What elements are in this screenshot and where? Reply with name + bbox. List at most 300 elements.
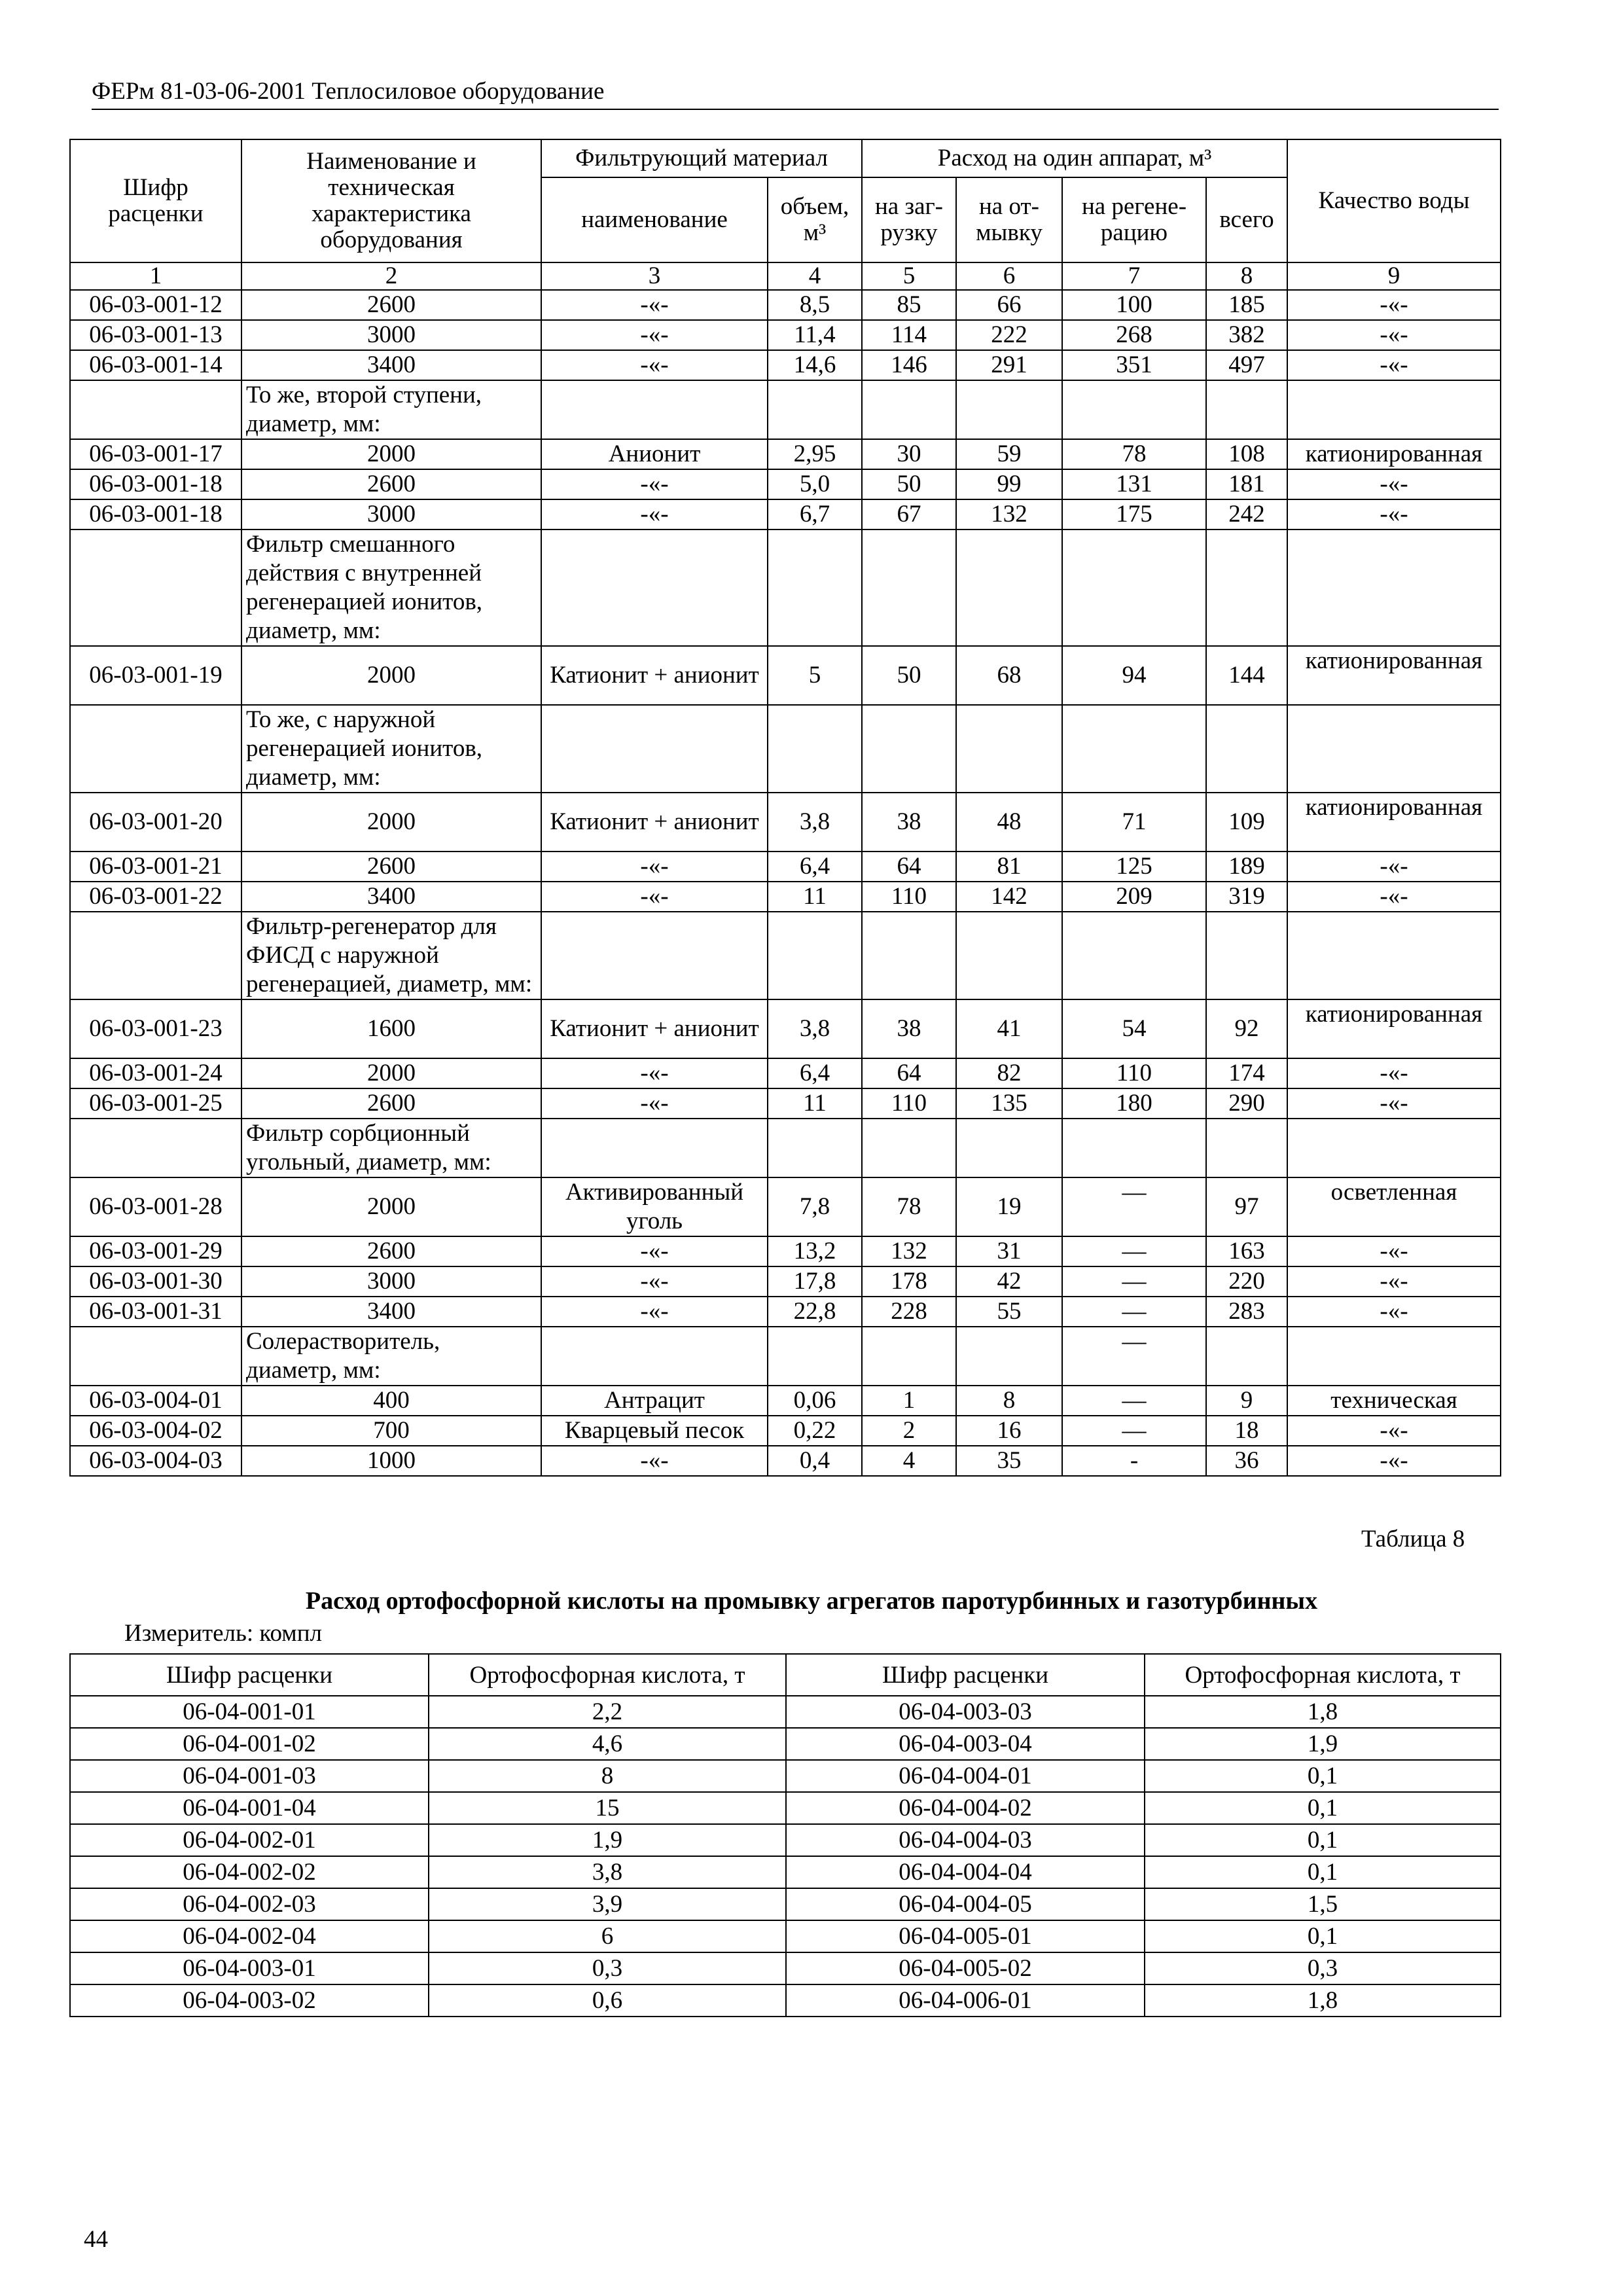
empty-cell bbox=[768, 705, 862, 793]
table-cell: 35 bbox=[956, 1446, 1062, 1476]
table-cell: 290 bbox=[1206, 1088, 1287, 1119]
column-number: 5 bbox=[862, 262, 956, 290]
table-cell: 142 bbox=[956, 882, 1062, 912]
header-quality: Качество воды bbox=[1287, 139, 1501, 262]
table-cell: 175 bbox=[1062, 499, 1206, 529]
column-number: 4 bbox=[768, 262, 862, 290]
table-cell: 78 bbox=[1062, 439, 1206, 469]
table-cell: 99 bbox=[956, 469, 1062, 499]
table8-row bbox=[70, 1984, 1501, 2017]
table-cell: 17,8 bbox=[768, 1266, 862, 1297]
table-cell: — bbox=[1062, 1236, 1206, 1266]
table-cell: 22,8 bbox=[768, 1297, 862, 1327]
table-cell: 06-03-001-31 bbox=[70, 1297, 241, 1327]
table-cell: 131 bbox=[1062, 469, 1206, 499]
table-cell: 06-03-001-17 bbox=[70, 439, 241, 469]
empty-cell bbox=[956, 705, 1062, 793]
table-cell: 55 bbox=[956, 1297, 1062, 1327]
table-cell: 2000 bbox=[241, 646, 541, 705]
table-cell: 6,4 bbox=[768, 1058, 862, 1088]
table-cell: 268 bbox=[1062, 320, 1206, 350]
table8-cell: 1,8 bbox=[1145, 1696, 1501, 1728]
table-cell: 135 bbox=[956, 1088, 1062, 1119]
table8-cell: 06-04-003-03 bbox=[786, 1696, 1145, 1728]
column-number: 1 bbox=[70, 262, 241, 290]
table-cell: — bbox=[1062, 1297, 1206, 1327]
table-cell: 3000 bbox=[241, 1266, 541, 1297]
table-cell: 06-03-001-19 bbox=[70, 646, 241, 705]
table-cell: -«- bbox=[541, 320, 768, 350]
table-cell: катионированная bbox=[1287, 646, 1501, 705]
empty-cell bbox=[862, 1327, 956, 1386]
table8-cell: 06-04-005-01 bbox=[786, 1920, 1145, 1952]
table-cell: -«- bbox=[1287, 1297, 1501, 1327]
section-title: Фильтр сорбционный угольный, диаметр, мм: bbox=[241, 1119, 541, 1177]
section-row bbox=[70, 912, 1501, 999]
table-cell: 54 bbox=[1062, 999, 1206, 1058]
empty-cell bbox=[1062, 912, 1206, 999]
table-cell: 220 bbox=[1206, 1266, 1287, 1297]
table-cell: 283 bbox=[1206, 1297, 1287, 1327]
table-row bbox=[70, 290, 1501, 320]
header-name: Наименование и техническая характеристика оборудования bbox=[241, 139, 541, 262]
table-cell: 06-03-001-22 bbox=[70, 882, 241, 912]
table-cell: 3400 bbox=[241, 350, 541, 380]
table-cell: 71 bbox=[1062, 793, 1206, 852]
table-cell: 132 bbox=[956, 499, 1062, 529]
table-cell: 9 bbox=[1206, 1386, 1287, 1416]
table-cell: Активированный уголь bbox=[541, 1177, 768, 1236]
table8-row bbox=[70, 1824, 1501, 1856]
table-cell: 66 bbox=[956, 290, 1062, 320]
table-cell: -«- bbox=[1287, 1236, 1501, 1266]
table8-body bbox=[70, 1696, 1501, 2017]
table-cell: 3400 bbox=[241, 1297, 541, 1327]
table8-header-cell: Ортофосфорная кислота, т bbox=[1145, 1654, 1501, 1696]
table-row bbox=[70, 1236, 1501, 1266]
table8-cell: 0,1 bbox=[1145, 1792, 1501, 1824]
table-cell: 291 bbox=[956, 350, 1062, 380]
section-row bbox=[70, 705, 1501, 793]
table-row bbox=[70, 646, 1501, 705]
table-cell: 11 bbox=[768, 882, 862, 912]
table-cell: 6,7 bbox=[768, 499, 862, 529]
table8-row bbox=[70, 1728, 1501, 1760]
table8-row bbox=[70, 1952, 1501, 1984]
table-cell: катионированная bbox=[1287, 999, 1501, 1058]
empty-cell bbox=[1062, 380, 1206, 439]
empty-cell bbox=[1206, 1119, 1287, 1177]
table-row bbox=[70, 1446, 1501, 1476]
table-cell: 222 bbox=[956, 320, 1062, 350]
table-row bbox=[70, 1088, 1501, 1119]
document-header-title: ФЕРм 81-03-06-2001 Теплосиловое оборудование bbox=[92, 78, 605, 105]
table-row bbox=[70, 1177, 1501, 1236]
table-cell: катионированная bbox=[1287, 439, 1501, 469]
acid-consumption-table bbox=[69, 1653, 1501, 2017]
empty-cell bbox=[541, 705, 768, 793]
header-code: Шифр расценки bbox=[70, 139, 241, 262]
table-cell: — bbox=[1062, 1266, 1206, 1297]
table-cell: катионированная bbox=[1287, 793, 1501, 852]
table-cell: 11,4 bbox=[768, 320, 862, 350]
table8-cell: 1,9 bbox=[1145, 1728, 1501, 1760]
table8-cell: 06-04-002-02 bbox=[70, 1856, 429, 1888]
table-cell: -«- bbox=[541, 1266, 768, 1297]
table-cell: -«- bbox=[1287, 1088, 1501, 1119]
table-cell: 108 bbox=[1206, 439, 1287, 469]
table8-row bbox=[70, 1696, 1501, 1728]
table-cell: -«- bbox=[541, 499, 768, 529]
table8-cell: 06-04-005-02 bbox=[786, 1952, 1145, 1984]
empty-cell bbox=[768, 380, 862, 439]
table-cell: 06-03-001-30 bbox=[70, 1266, 241, 1297]
empty-cell bbox=[768, 529, 862, 646]
empty-cell bbox=[1062, 1119, 1206, 1177]
empty-cell bbox=[956, 912, 1062, 999]
table-cell: 1 bbox=[862, 1386, 956, 1416]
table8-cell: 0,1 bbox=[1145, 1824, 1501, 1856]
table-row bbox=[70, 999, 1501, 1058]
table-cell: 114 bbox=[862, 320, 956, 350]
table-cell: 132 bbox=[862, 1236, 956, 1266]
table-cell: -«- bbox=[541, 1446, 768, 1476]
table-cell: 185 bbox=[1206, 290, 1287, 320]
empty-cell bbox=[956, 1119, 1062, 1177]
table8-cell: 06-04-001-04 bbox=[70, 1792, 429, 1824]
table-cell: 2600 bbox=[241, 469, 541, 499]
table8-cell: 06-04-001-01 bbox=[70, 1696, 429, 1728]
table8-cell: 15 bbox=[429, 1792, 786, 1824]
empty-cell bbox=[862, 705, 956, 793]
table-cell: 06-03-004-02 bbox=[70, 1416, 241, 1446]
table-cell: 400 bbox=[241, 1386, 541, 1416]
table-cell: 31 bbox=[956, 1236, 1062, 1266]
table-cell: -«- bbox=[1287, 469, 1501, 499]
table-cell: 351 bbox=[1062, 350, 1206, 380]
table-cell: 06-03-001-12 bbox=[70, 290, 241, 320]
table-cell: 94 bbox=[1062, 646, 1206, 705]
table-cell: -«- bbox=[1287, 1266, 1501, 1297]
section-title: Фильтр смешанного действия с внутренней регенерацией ионитов, диаметр, мм: bbox=[241, 529, 541, 646]
column-numbers-row bbox=[70, 262, 1501, 290]
table-cell: -«- bbox=[1287, 350, 1501, 380]
table8-header-cell: Шифр расценки bbox=[786, 1654, 1145, 1696]
table-cell: 11 bbox=[768, 1088, 862, 1119]
table-cell: 3,8 bbox=[768, 999, 862, 1058]
table-cell: -«- bbox=[541, 1088, 768, 1119]
table-cell: 92 bbox=[1206, 999, 1287, 1058]
table-cell: 3000 bbox=[241, 499, 541, 529]
empty-cell bbox=[1287, 705, 1501, 793]
empty-cell bbox=[1287, 529, 1501, 646]
empty-cell bbox=[70, 380, 241, 439]
table-cell: 50 bbox=[862, 646, 956, 705]
table-cell: 2,95 bbox=[768, 439, 862, 469]
empty-cell bbox=[541, 912, 768, 999]
table-row bbox=[70, 439, 1501, 469]
table-cell: Анионит bbox=[541, 439, 768, 469]
table-cell: 13,2 bbox=[768, 1236, 862, 1266]
table-cell: 06-03-001-24 bbox=[70, 1058, 241, 1088]
table8-cell: 06-04-006-01 bbox=[786, 1984, 1145, 2017]
table-row bbox=[70, 350, 1501, 380]
table-cell: 36 bbox=[1206, 1446, 1287, 1476]
table-row bbox=[70, 1416, 1501, 1446]
table-cell: 382 bbox=[1206, 320, 1287, 350]
section-title: То же, с наружной регенерацией ионитов, диаметр, мм: bbox=[241, 705, 541, 793]
empty-cell bbox=[70, 529, 241, 646]
table-cell: 30 bbox=[862, 439, 956, 469]
table-cell: 50 bbox=[862, 469, 956, 499]
table8-cell: 06-04-002-01 bbox=[70, 1824, 429, 1856]
table-cell: Катионит + анионит bbox=[541, 646, 768, 705]
table-cell: 38 bbox=[862, 793, 956, 852]
table-row bbox=[70, 793, 1501, 852]
header-consumption: Расход на один аппарат, м³ bbox=[862, 139, 1287, 177]
table-cell: — bbox=[1062, 1386, 1206, 1416]
table-cell: 06-03-001-18 bbox=[70, 469, 241, 499]
table-cell: 06-03-004-01 bbox=[70, 1386, 241, 1416]
table-cell: 38 bbox=[862, 999, 956, 1058]
table-row bbox=[70, 1386, 1501, 1416]
section-row bbox=[70, 380, 1501, 439]
table-cell: — bbox=[1062, 1327, 1206, 1386]
table-cell: 1600 bbox=[241, 999, 541, 1058]
table-cell: 0,22 bbox=[768, 1416, 862, 1446]
table-cell: 8,5 bbox=[768, 290, 862, 320]
table-cell: техническая bbox=[1287, 1386, 1501, 1416]
table-cell: 06-03-001-18 bbox=[70, 499, 241, 529]
empty-cell bbox=[1062, 529, 1206, 646]
table-cell: 0,06 bbox=[768, 1386, 862, 1416]
empty-cell bbox=[956, 1327, 1062, 1386]
table-cell: 497 bbox=[1206, 350, 1287, 380]
empty-cell bbox=[862, 1119, 956, 1177]
table-cell: 180 bbox=[1062, 1088, 1206, 1119]
table-cell: 2600 bbox=[241, 290, 541, 320]
empty-cell bbox=[768, 1327, 862, 1386]
table-cell: 2600 bbox=[241, 1088, 541, 1119]
table-cell: -«- bbox=[1287, 1416, 1501, 1446]
table-cell: 7,8 bbox=[768, 1177, 862, 1236]
table-row bbox=[70, 882, 1501, 912]
table8-cell: 3,8 bbox=[429, 1856, 786, 1888]
table-cell: 2000 bbox=[241, 793, 541, 852]
column-number: 3 bbox=[541, 262, 768, 290]
header-material-name: наименование bbox=[541, 177, 768, 262]
table-cell: 85 bbox=[862, 290, 956, 320]
table-cell: 82 bbox=[956, 1058, 1062, 1088]
table-cell: 06-03-001-29 bbox=[70, 1236, 241, 1266]
table-cell: 2 bbox=[862, 1416, 956, 1446]
table-cell: 144 bbox=[1206, 646, 1287, 705]
empty-cell bbox=[862, 912, 956, 999]
empty-cell bbox=[541, 529, 768, 646]
table-cell: 1000 bbox=[241, 1446, 541, 1476]
table-cell: 2000 bbox=[241, 1177, 541, 1236]
table-cell: 06-03-001-28 bbox=[70, 1177, 241, 1236]
section-row bbox=[70, 529, 1501, 646]
table-cell: 64 bbox=[862, 852, 956, 882]
table-cell: — bbox=[1062, 1177, 1206, 1236]
table-cell: -«- bbox=[541, 1236, 768, 1266]
table-cell: 64 bbox=[862, 1058, 956, 1088]
header-load: на заг-рузку bbox=[862, 177, 956, 262]
section-row bbox=[70, 1327, 1501, 1386]
table-cell: 81 bbox=[956, 852, 1062, 882]
table8-cell: 2,2 bbox=[429, 1696, 786, 1728]
table8-cell: 06-04-003-01 bbox=[70, 1952, 429, 1984]
table-cell: 125 bbox=[1062, 852, 1206, 882]
table-cell: 109 bbox=[1206, 793, 1287, 852]
table-cell: 163 bbox=[1206, 1236, 1287, 1266]
table-cell: 3000 bbox=[241, 320, 541, 350]
table-cell: 110 bbox=[862, 882, 956, 912]
table-cell: 06-03-001-21 bbox=[70, 852, 241, 882]
table8-cell: 0,3 bbox=[429, 1952, 786, 1984]
table8-row bbox=[70, 1920, 1501, 1952]
column-number: 6 bbox=[956, 262, 1062, 290]
table8-cell: 0,1 bbox=[1145, 1760, 1501, 1792]
table-cell: 700 bbox=[241, 1416, 541, 1446]
table-cell: 97 bbox=[1206, 1177, 1287, 1236]
table8-cell: 0,6 bbox=[429, 1984, 786, 2017]
table-cell: 68 bbox=[956, 646, 1062, 705]
table-cell: 19 bbox=[956, 1177, 1062, 1236]
empty-cell bbox=[1206, 912, 1287, 999]
section-title: То же, второй ступени, диаметр, мм: bbox=[241, 380, 541, 439]
table8-row bbox=[70, 1856, 1501, 1888]
table8-cell: 4,6 bbox=[429, 1728, 786, 1760]
section-title: Солерастворитель, диаметр, мм: bbox=[241, 1327, 541, 1386]
empty-cell bbox=[70, 1327, 241, 1386]
table-number-label: Таблица 8 bbox=[1361, 1526, 1465, 1552]
table-cell: 6,4 bbox=[768, 852, 862, 882]
empty-cell bbox=[862, 529, 956, 646]
table-cell: 06-03-001-13 bbox=[70, 320, 241, 350]
table-cell: -«- bbox=[541, 290, 768, 320]
table-cell: Кварцевый песок bbox=[541, 1416, 768, 1446]
table-row bbox=[70, 1266, 1501, 1297]
empty-cell bbox=[1287, 1119, 1501, 1177]
column-number: 7 bbox=[1062, 262, 1206, 290]
table-cell: Антрацит bbox=[541, 1386, 768, 1416]
table8-header-cell: Шифр расценки bbox=[70, 1654, 429, 1696]
table1-body bbox=[70, 290, 1501, 1476]
table-cell: 78 bbox=[862, 1177, 956, 1236]
table8-cell: 0,3 bbox=[1145, 1952, 1501, 1984]
table-row bbox=[70, 1297, 1501, 1327]
table-cell: 67 bbox=[862, 499, 956, 529]
table-cell: 100 bbox=[1062, 290, 1206, 320]
table-cell: 16 bbox=[956, 1416, 1062, 1446]
table-cell: 06-03-001-25 bbox=[70, 1088, 241, 1119]
table8-cell: 06-04-004-05 bbox=[786, 1888, 1145, 1920]
table-cell: 242 bbox=[1206, 499, 1287, 529]
table-cell: 2000 bbox=[241, 1058, 541, 1088]
empty-cell bbox=[541, 1119, 768, 1177]
empty-cell bbox=[768, 912, 862, 999]
table-cell: -«- bbox=[1287, 290, 1501, 320]
table8-cell: 06-04-001-03 bbox=[70, 1760, 429, 1792]
table-cell: 110 bbox=[862, 1088, 956, 1119]
table-cell: 189 bbox=[1206, 852, 1287, 882]
table-cell: 2000 bbox=[241, 439, 541, 469]
table-cell: осветленная bbox=[1287, 1177, 1501, 1236]
table8-cell: 06-04-002-04 bbox=[70, 1920, 429, 1952]
table-cell: 2600 bbox=[241, 852, 541, 882]
column-number: 8 bbox=[1206, 262, 1287, 290]
table-cell: 06-03-004-03 bbox=[70, 1446, 241, 1476]
table-cell: 319 bbox=[1206, 882, 1287, 912]
table8-cell: 06-04-003-04 bbox=[786, 1728, 1145, 1760]
table-cell: 181 bbox=[1206, 469, 1287, 499]
table-cell: -«- bbox=[541, 469, 768, 499]
table-cell: 228 bbox=[862, 1297, 956, 1327]
table-row bbox=[70, 320, 1501, 350]
table8-row bbox=[70, 1760, 1501, 1792]
table-cell: -«- bbox=[1287, 882, 1501, 912]
empty-cell bbox=[1287, 912, 1501, 999]
table-cell: Катионит + анионит bbox=[541, 793, 768, 852]
table-cell: 110 bbox=[1062, 1058, 1206, 1088]
table-row bbox=[70, 499, 1501, 529]
table8-unit: Измеритель: компл bbox=[124, 1620, 322, 1647]
empty-cell bbox=[862, 380, 956, 439]
table-cell: 3400 bbox=[241, 882, 541, 912]
table8-header-row bbox=[70, 1654, 1501, 1696]
table8-cell: 06-04-004-03 bbox=[786, 1824, 1145, 1856]
table-cell: -«- bbox=[541, 852, 768, 882]
table8-cell: 06-04-003-02 bbox=[70, 1984, 429, 2017]
table-cell: -«- bbox=[1287, 320, 1501, 350]
table8-row bbox=[70, 1792, 1501, 1824]
table-cell: 8 bbox=[956, 1386, 1062, 1416]
header-volume: объем, м³ bbox=[768, 177, 862, 262]
header-wash: на от-мывку bbox=[956, 177, 1062, 262]
empty-cell bbox=[541, 380, 768, 439]
table8-cell: 0,1 bbox=[1145, 1856, 1501, 1888]
table-cell: -«- bbox=[541, 882, 768, 912]
table8-cell: 06-04-004-04 bbox=[786, 1856, 1145, 1888]
table-cell: -«- bbox=[541, 1297, 768, 1327]
header-regen: на регене-рацию bbox=[1062, 177, 1206, 262]
table-cell: 06-03-001-14 bbox=[70, 350, 241, 380]
table-cell: 41 bbox=[956, 999, 1062, 1058]
table-cell: Катионит + анионит bbox=[541, 999, 768, 1058]
section-row bbox=[70, 1119, 1501, 1177]
table8-row bbox=[70, 1888, 1501, 1920]
table-cell: -«- bbox=[541, 1058, 768, 1088]
section-title: Фильтр-регенератор для ФИСД с наружной регенерацией, диаметр, мм: bbox=[241, 912, 541, 999]
table8-cell: 06-04-004-01 bbox=[786, 1760, 1145, 1792]
table-cell: 5,0 bbox=[768, 469, 862, 499]
empty-cell bbox=[768, 1119, 862, 1177]
empty-cell bbox=[1287, 1327, 1501, 1386]
empty-cell bbox=[1206, 1327, 1287, 1386]
table8-cell: 3,9 bbox=[429, 1888, 786, 1920]
header-filter-material: Фильтрующий материал bbox=[541, 139, 862, 177]
filter-consumption-table bbox=[69, 139, 1501, 1477]
table-cell: 174 bbox=[1206, 1058, 1287, 1088]
header-total: всего bbox=[1206, 177, 1287, 262]
page-number: 44 bbox=[84, 2226, 108, 2253]
table8-cell: 06-04-002-03 bbox=[70, 1888, 429, 1920]
table-cell: 14,6 bbox=[768, 350, 862, 380]
table-cell: 4 bbox=[862, 1446, 956, 1476]
empty-cell bbox=[1206, 380, 1287, 439]
